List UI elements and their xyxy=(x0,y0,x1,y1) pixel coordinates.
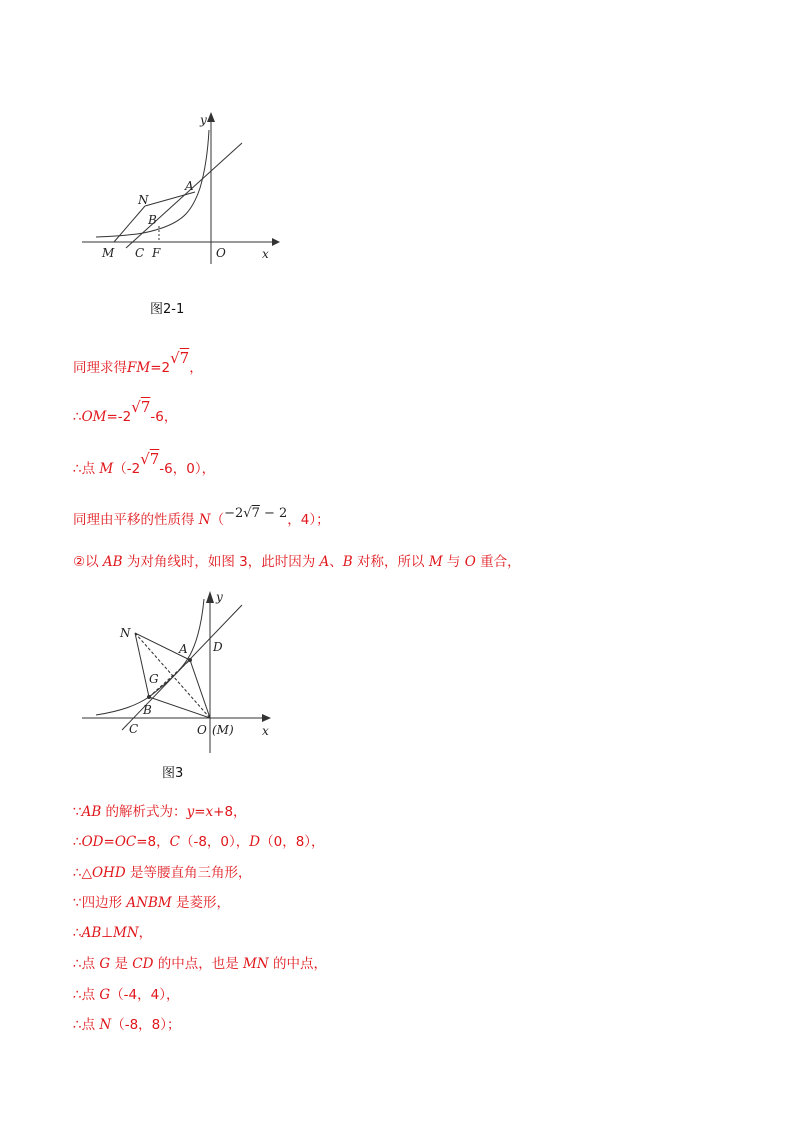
sqrt-7: √7 xyxy=(140,450,160,468)
sqrt-7: √7 xyxy=(170,349,190,367)
line1-pre: 同理求得 xyxy=(73,360,127,376)
fig1-label-A: A xyxy=(185,179,194,193)
fig2-label-C: C xyxy=(129,722,139,736)
line3-post: -6，0）， xyxy=(159,461,216,477)
fig1-label-O: O xyxy=(216,246,226,260)
line2-mid: =-2 xyxy=(106,409,132,425)
line3-pre: ∴点 xyxy=(73,461,100,477)
fig2-label-N: N xyxy=(120,626,131,640)
figure-3 xyxy=(82,585,282,755)
text-line-11: ∴点 G 是 CD 的中点，也是 MN 的中点， xyxy=(73,956,327,972)
line2-var: OM xyxy=(81,409,107,425)
text-line-7: ∴OD=OC=8，C（-8，0），D（0，8）， xyxy=(73,834,325,850)
text-line-1 xyxy=(73,349,203,376)
fig2-label-D: D xyxy=(213,640,223,654)
fig2-label-G: G xyxy=(149,672,159,686)
figure-3-diagram xyxy=(82,585,282,755)
fig1-label-N: N xyxy=(138,193,149,207)
fig2-label-x: x xyxy=(262,724,269,738)
line2-post: -6， xyxy=(150,409,178,425)
text-line-3 xyxy=(73,450,216,477)
text-line-2 xyxy=(73,398,178,425)
fig2-label-O: O xyxy=(197,723,207,737)
text-line-10: ∴AB⊥MN， xyxy=(73,925,153,941)
text-line-6: ∵AB 的解析式为：y=x+8， xyxy=(73,804,247,820)
line2-pre: ∴ xyxy=(73,409,82,425)
text-line-12: ∴点 G（-4，4）， xyxy=(73,987,180,1003)
line1-post: ， xyxy=(189,360,203,376)
line3-mid: （-2 xyxy=(113,461,141,477)
fig2-label-B: B xyxy=(143,703,152,717)
expression-neg2sqrt7-minus2: −2√7 − 2 xyxy=(224,506,288,521)
fig1-label-B: B xyxy=(148,213,157,227)
line4-var: N xyxy=(198,512,211,528)
fig1-label-y: y xyxy=(200,113,207,127)
fig1-label-F: F xyxy=(152,246,161,260)
text-line-8: ∴△OHD 是等腰直角三角形， xyxy=(73,865,252,881)
fig1-label-C: C xyxy=(135,246,145,260)
line4-post: ，4）； xyxy=(287,512,330,528)
sqrt-7: √7 xyxy=(131,398,151,416)
text-line-5: ②以 AB 为对角线时，如图 3，此时因为 A、B 对称，所以 M 与 O 重合， xyxy=(73,554,521,570)
line3-var: M xyxy=(99,461,114,477)
fig2-label-y: y xyxy=(216,590,223,604)
text-line-13: ∴点 N（-8，8）； xyxy=(73,1017,181,1033)
line4-pre: 同理由平移的性质得 xyxy=(73,512,199,528)
text-line-4 xyxy=(73,508,330,528)
figure-2-1 xyxy=(82,108,282,268)
figure-2-1-diagram xyxy=(82,108,282,268)
figure-2-1-caption: 图2-1 xyxy=(150,302,185,317)
fig2-label-M: (M) xyxy=(212,723,234,737)
fig1-label-x: x xyxy=(262,247,269,261)
line1-mid: =2 xyxy=(150,360,171,376)
line1-var: FM xyxy=(127,360,151,376)
line4-mid: （ xyxy=(210,512,225,528)
fig1-label-M: M xyxy=(102,246,115,260)
figure-3-caption: 图3 xyxy=(162,766,184,781)
fig2-label-A: A xyxy=(179,642,188,656)
text-line-9: ∵四边形 ANBM 是菱形， xyxy=(73,895,230,911)
